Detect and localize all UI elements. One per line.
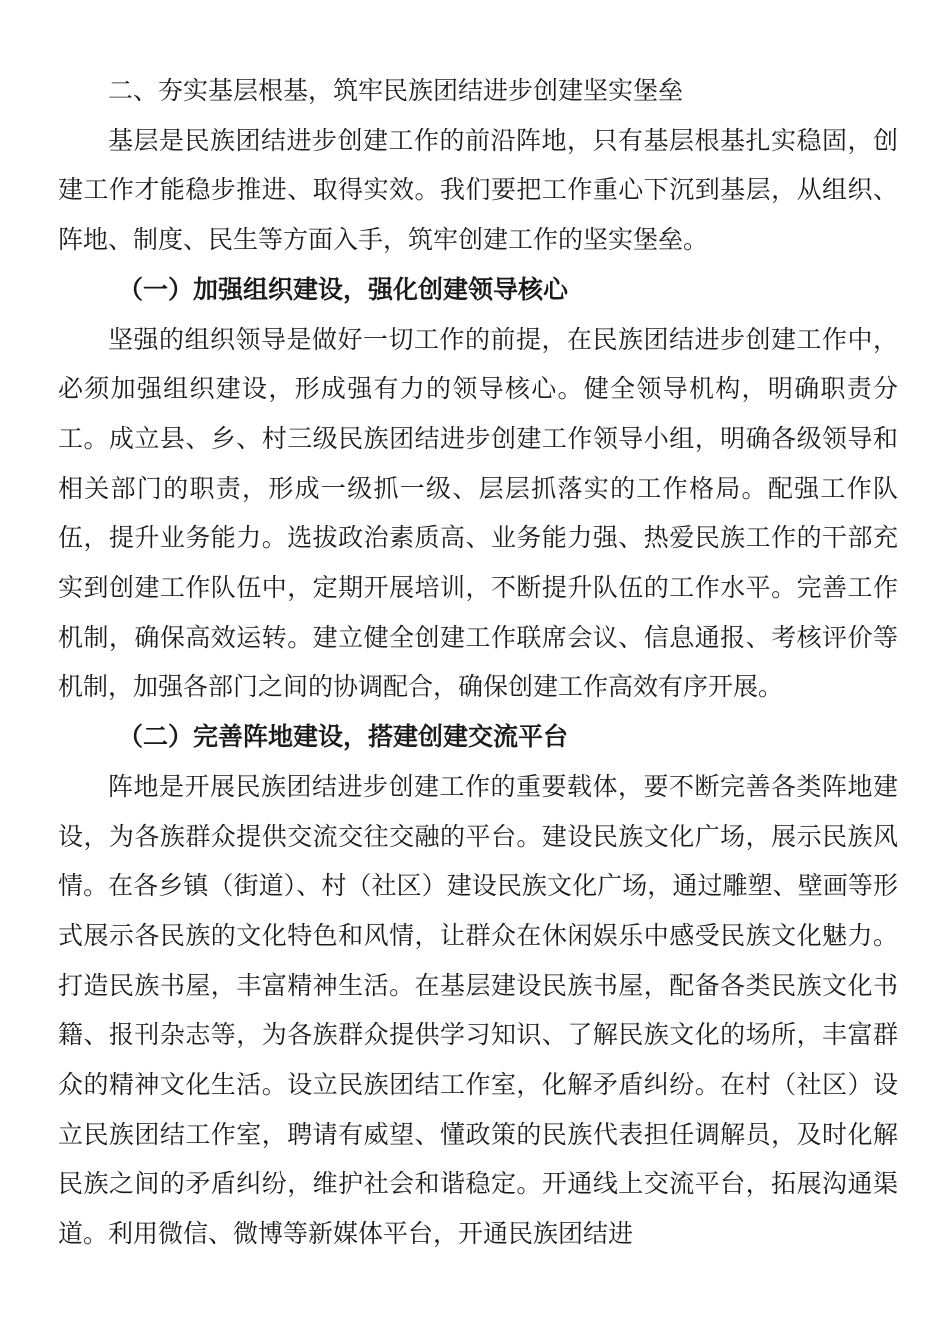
subsection-1-body: 坚强的组织领导是做好一切工作的前提，在民族团结进步创建工作中，必须加强组织建设，形成强有力的领导核心。健全领导机构，明确职责分工。成立县、乡、村三级民族团结进步创建工作领导小组，明确各级领导和相关部门的职责，形成一级抓一级、层层抓落实的工作格局。配强工作队伍，提升业务能力。选拔政治素质高、业务能力强、热爱民族工作的干部充实到创建工作队伍中，定期开展培训，不断提升队伍的工作水平。完善工作机制，确保高效运转。建立健全创建工作联席会议、信息通报、考核评价等机制，加强各部门之间的协调配合，确保创建工作高效有序开展。 — [58, 324, 898, 702]
intro-paragraph: 基层是民族团结进步创建工作的前沿阵地，只有基层根基扎实稳固，创建工作才能稳步推进、取得实效。我们要把工作重心下沉到基层，从组织、阵地、制度、民生等方面入手，筑牢创建工作的坚实堡垒。 — [58, 125, 898, 255]
section-title: 二、夯实基层根基，筑牢民族团结进步创建坚实堡垒 — [108, 76, 684, 105]
document-page — [58, 66, 898, 1259]
subsection-2-title: （二）完善阵地建设，搭建创建交流平台 — [118, 722, 569, 752]
subsection-2-body: 阵地是开展民族团结进步创建工作的重要载体，要不断完善各类阵地建设，为各族群众提供交流交往交融的平台。建设民族文化广场，展示民族风情。在各乡镇（街道）、村（社区）建设民族文化广场，通过雕塑、壁画等形式展示各民族的文化特色和风情，让群众在休闲娱乐中感受民族文化魅力。打造民族书屋，丰富精神生活。在基层建设民族书屋，配备各类民族文化书籍、报刊杂志等，为各族群众提供学习知识、了解民族文化的场所，丰富群众的精神文化生活。设立民族团结工作室，化解矛盾纠纷。在村（社区）设立民族团结工作室，聘请有威望、懂政策的民族代表担任调解员，及时化解民族之间的矛盾纠纷，维护社会和谐稳定。开通线上交流平台，拓展沟通渠道。利用微信、微博等新媒体平台，开通民族团结进 — [58, 771, 898, 1249]
subsection-1-title: （一）加强组织建设，强化创建领导核心 — [118, 274, 569, 304]
